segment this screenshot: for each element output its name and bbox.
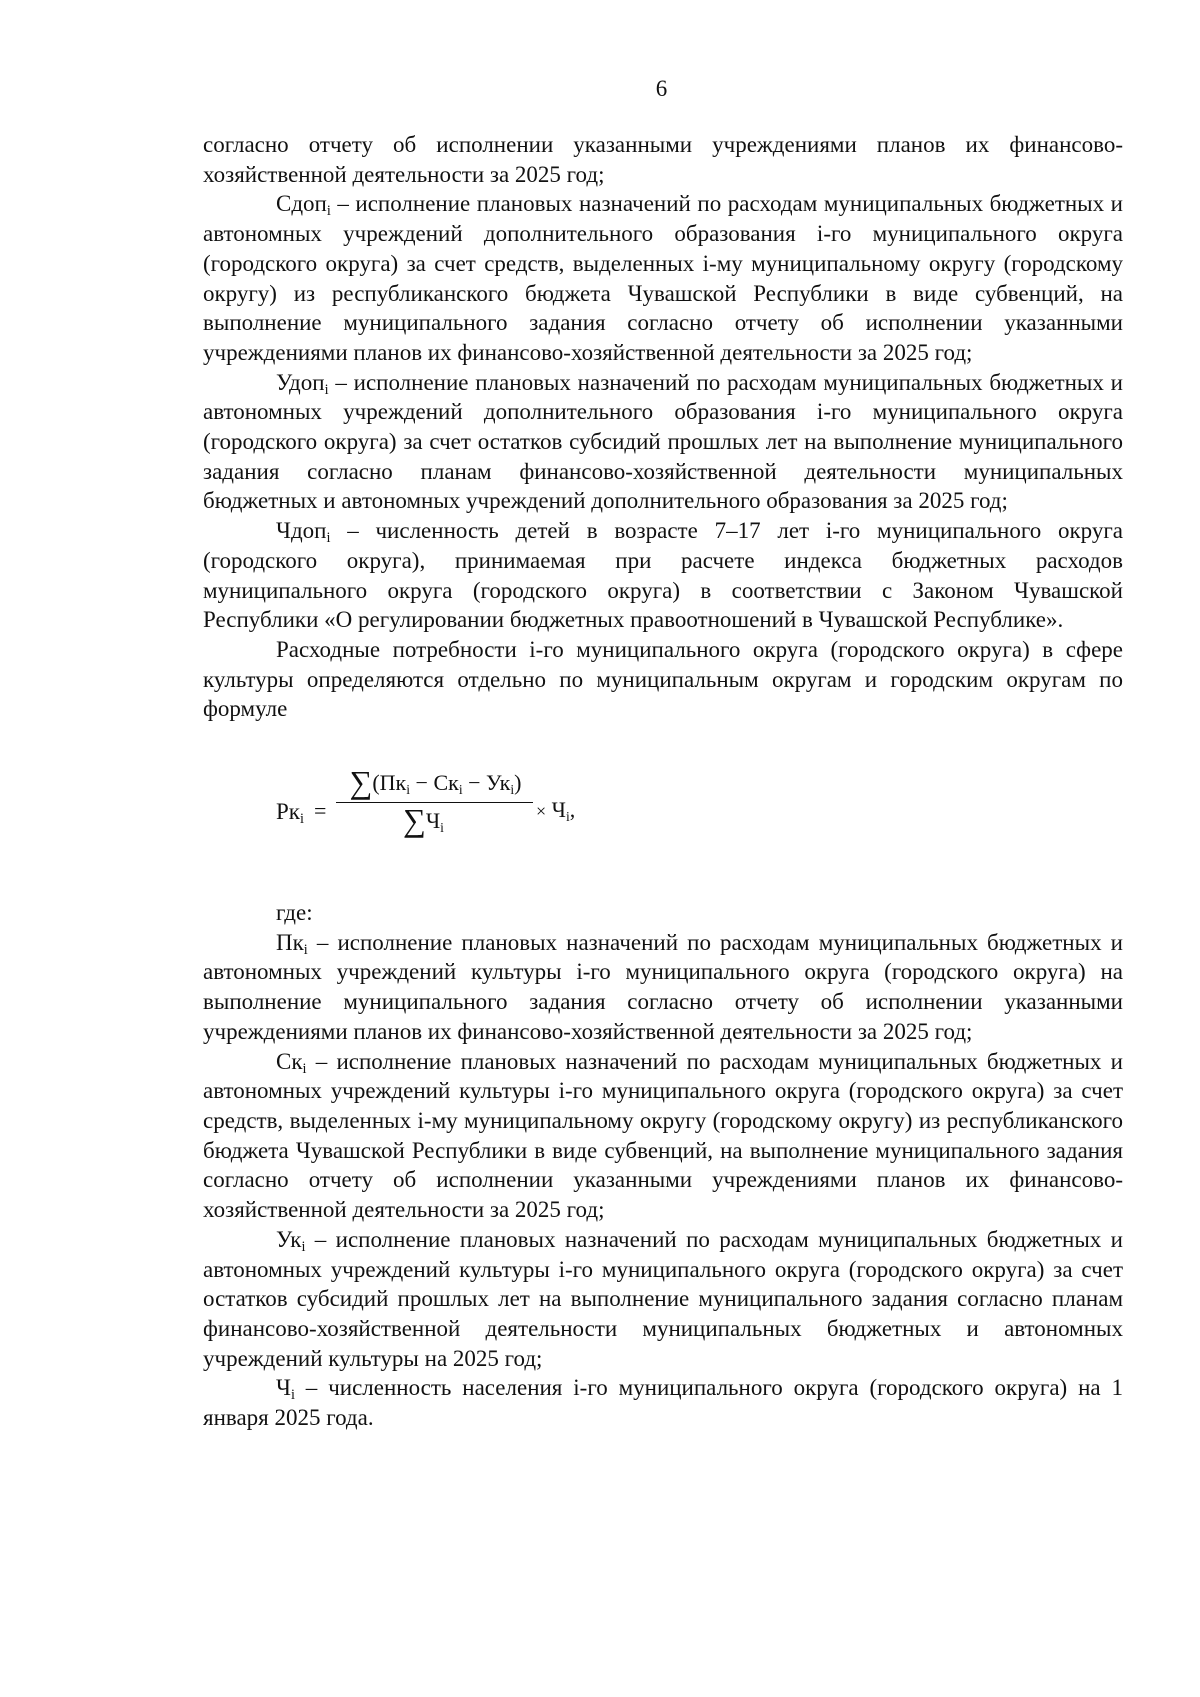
symbol-ch-subscript: i [290,1387,295,1404]
paragraph-chdop [203,516,1123,635]
where-label: где: [276,900,313,926]
paragraph-uk [203,1225,1123,1374]
symbol-sk-subscript: i [302,1060,307,1077]
formula-lhs-subscript: i [299,811,304,828]
fraction-bar [336,802,533,803]
term-ch-subscript: i [440,819,444,835]
definition-chdop: – численность детей в возрасте 7–17 лет i-го муниципального округа (городского округа), принимаемая при расчете индекса бюджетных расходов муниципального округа (городского округа) в соответствии с Законом Чувашской Республики «О регулировании бюджетных правоотношений в Чувашской Республике». [203,518,1123,633]
definition-uk: – исполнение плановых назначений по расходам муниципальных бюджетных и автономных учреждений культуры i-го муниципального округа (городского округа) за счет остатков субсидий прошлых лет на выполнение муниципального задания согласно планам финансово-хозяйственной деятельности муниципальных бюджетных и автономных учреждений культуры на 2025 год; [203,1226,1123,1371]
open-paren: ( [372,770,380,796]
close-paren: ) [514,770,522,796]
formula-numerator [338,764,533,801]
formula-rk [203,766,1123,862]
formula-comma: , [569,797,576,823]
term-sk: Ск [433,770,459,796]
paragraph-culture-intro: Расходные потребности i-го муниципального округа (городского округа) в сфере культуры определяются отдельно по муниципальным округам и городским округам по формуле [203,636,1123,722]
symbol-sk: Ск [276,1048,303,1074]
term-pk-subscript: i [406,781,411,797]
symbol-sdop-subscript: i [326,203,331,220]
paragraph-continuation: согласно отчету об исполнении указанными учреждениями планов их финансово-хозяйственной деятельности за 2025 год; [203,132,1123,187]
term-uk: Ук [486,770,511,796]
term-ch-rhs-subscript: i [565,808,570,824]
symbol-udop-subscript: i [324,381,329,398]
sum-sign: ∑ [349,764,373,801]
definition-sdop: – исполнение плановых назначений по расходам муниципальных бюджетных и автономных учреждений дополнительного образования i-го муниципального округа (городского округа) за счет средств, выделенных i-му муниципальному округу (городскому округу) из республиканского бюджета Чувашской Республики в виде субвенций, на выполнение муниципального задания согласно отчету об исполнении указанными учреждениями планов их финансово-хозяйственной деятельности за 2025 год; [203,191,1123,365]
formula-rhs [536,797,575,823]
symbol-sdop: Сдоп [276,191,327,217]
paragraph-sdop [203,189,1123,367]
term-ch: Ч [425,808,441,834]
paragraph-ch [203,1373,1123,1432]
document-body [203,130,1123,1433]
term-ch-rhs: Ч [551,797,566,823]
minus-sign: − [462,770,487,796]
page-number: 6 [655,76,668,101]
definition-pk: – исполнение плановых назначений по расходам муниципальных бюджетных и автономных учреждений культуры i-го муниципального округа (городского округа) на выполнение муниципального задания согласно отчету об исполнении указанными учреждениями планов их финансово-хозяйственной деятельности за 2025 год; [203,929,1123,1044]
sum-sign: ∑ [403,802,426,839]
symbol-udop: Удоп [276,369,325,395]
formula-lhs [276,799,304,828]
definition-ch: – численность населения i-го муниципального округа (городского округа) на 1 января 2025 года. [203,1375,1123,1431]
symbol-uk: Ук [276,1226,302,1252]
paragraph-udop [203,368,1123,517]
term-uk-subscript: i [510,781,515,797]
symbol-pk-subscript: i [303,941,308,958]
term-pk: Пк [379,770,407,796]
formula-denominator [403,802,444,839]
symbol-chdop-subscript: i [326,530,331,547]
times-sign: × [536,801,547,822]
symbol-chdop: Чдоп [276,518,327,544]
term-sk-subscript: i [458,781,463,797]
definition-sk: – исполнение плановых назначений по расходам муниципальных бюджетных и автономных учреждений культуры i-го муниципального округа (городского округа) за счет средств, выделенных i-му муниципальному округу (городскому округу) из республиканского бюджета Чувашской Республики в виде субвенций, на выполнение муниципального задания согласно отчету об исполнении указанными учреждениями планов их финансово-хозяйственной деятельности за 2025 год; [203,1048,1123,1223]
paragraph-pk [203,928,1123,1047]
paragraph-sk [203,1047,1123,1225]
definition-udop: – исполнение плановых назначений по расходам муниципальных бюджетных и автономных учреждений дополнительного образования i-го муниципального округа (городского округа) за счет остатков субсидий прошлых лет на выполнение муниципального задания согласно планам финансово-хозяйственной деятельности муниципальных бюджетных и автономных учреждений дополнительного образования за 2025 год; [203,369,1123,514]
symbol-pk: Пк [276,929,304,955]
symbol-uk-subscript: i [301,1238,306,1255]
symbol-ch: Ч [276,1375,291,1401]
formula-equals: = [314,798,327,824]
minus-sign: − [410,770,434,796]
formula-lhs-symbol: Рк [276,799,300,825]
